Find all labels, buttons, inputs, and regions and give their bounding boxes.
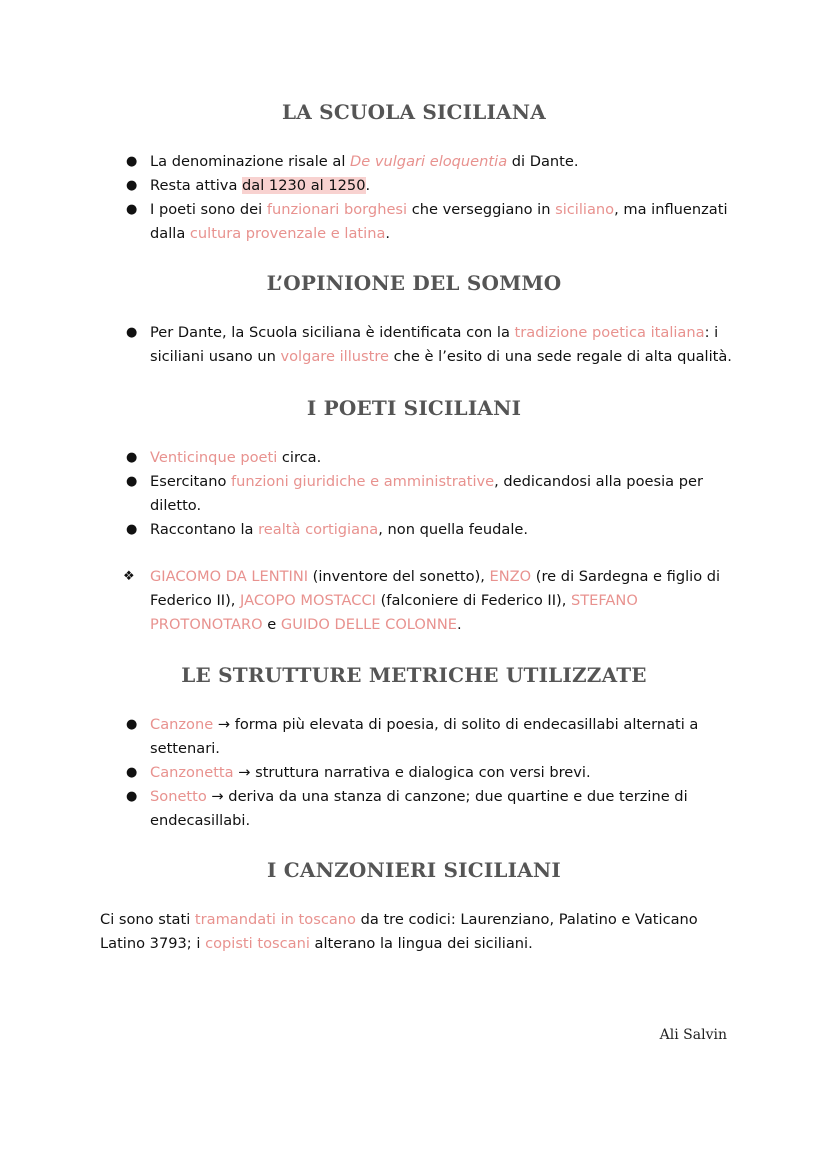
bullet-icon: ● [126, 154, 138, 169]
highlighted-term: Venticinque poeti [150, 449, 278, 466]
highlighted-term: tradizione poetica italiana [514, 324, 705, 341]
list-item: ● Esercitano funzioni giuridiche e amministrative, dedicandosi alla poesia per diletto. [122, 470, 732, 518]
section-title-canzonieri-siciliani: I CANZONIERI SICILIANI [267, 858, 561, 882]
bullet-list-poeti [122, 446, 732, 542]
list-item: ● Per Dante, la Scuola siciliana è identificata con la tradizione poetica italiana: i siciliani usano un volgare illustre che è l’esito di una sede regale di alta qualità. [122, 321, 732, 369]
section-title-scuola-siciliana: LA SCUOLA SICILIANA [282, 100, 546, 124]
bullet-icon: ● [126, 450, 138, 465]
poet-name: GIACOMO DA LENTINI [150, 568, 309, 585]
highlighted-term: copisti toscani [205, 935, 310, 952]
highlighted-term: tramandati in toscano [194, 911, 356, 928]
list-item: ● Raccontano la realtà cortigiana, non quella feudale. [122, 518, 732, 542]
bullet-icon: ● [126, 178, 138, 193]
highlighted-term: siciliano [555, 201, 615, 218]
list-item: ● Resta attiva dal 1230 al 1250. [122, 174, 732, 198]
highlighted-term: funzioni giuridiche e amministrative [231, 473, 495, 490]
highlighted-dates: dal 1230 al 1250 [242, 177, 366, 194]
highlighted-term: volgare illustre [280, 348, 390, 365]
section-title-strutture-metriche: LE STRUTTURE METRICHE UTILIZZATE [181, 663, 647, 687]
list-item: ● Canzone → forma più elevata di poesia, di solito di endecasillabi alternati a settenari. [122, 713, 732, 761]
list-item: ● La denominazione risale al De vulgari eloquentia di Dante. [122, 150, 732, 174]
bullet-list-scuola [122, 150, 732, 246]
list-item: ● Canzonetta → struttura narrativa e dialogica con versi brevi. [122, 761, 732, 785]
bullet-icon: ● [126, 522, 138, 537]
highlighted-term: realtà cortigiana [258, 521, 379, 538]
highlighted-term: funzionari borghesi [266, 201, 408, 218]
poets-names-list [122, 565, 732, 637]
list-item: ❖ GIACOMO DA LENTINI (inventore del sonetto), ENZO (re di Sardegna e figlio di Federico II), JACOPO MOSTACCI (falconiere di Federico II), STEFANO PROTONOTARO e GUIDO DELLE COLONNE. [122, 565, 732, 637]
bullet-icon: ● [126, 325, 138, 340]
bullet-list-strutture [122, 713, 732, 833]
poet-name: STEFANO PROTONOTARO [150, 592, 638, 633]
list-item: ● Sonetto → deriva da una stanza di canzone; due quartine e due terzine di endecasillabi. [122, 785, 732, 833]
bullet-icon: ● [126, 717, 138, 732]
poet-name: ENZO [489, 568, 532, 585]
bullet-icon: ● [126, 474, 138, 489]
list-item: ● Venticinque poeti circa. [122, 446, 732, 470]
diamond-bullet-icon: ❖ [123, 569, 135, 584]
section-title-opinione-sommo: L’OPINIONE DEL SOMMO [266, 271, 562, 295]
bullet-icon: ● [126, 789, 138, 804]
highlighted-term: cultura provenzale e latina [189, 225, 386, 242]
bullet-icon: ● [126, 202, 138, 217]
paragraph-canzonieri: Ci sono stati tramandati in toscano da tre codici: Laurenziano, Palatino e Vaticano Latino 3793; i copisti toscani alterano la lingua dei siciliani. [100, 911, 698, 952]
highlighted-term: De vulgari eloquentia [350, 153, 508, 170]
bullet-list-opinione [122, 321, 732, 369]
highlighted-term: Canzone [150, 716, 214, 733]
author-signature: Ali Salvin [659, 1027, 727, 1043]
poet-name: JACOPO MOSTACCI [240, 592, 376, 609]
highlighted-term: Sonetto [150, 788, 207, 805]
poet-name: GUIDO DELLE COLONNE [280, 616, 457, 633]
highlighted-term: Canzonetta [150, 764, 234, 781]
section-title-poeti-siciliani: I POETI SICILIANI [306, 396, 522, 420]
list-item: ● I poeti sono dei funzionari borghesi che verseggiano in siciliano, ma influenzati dalla cultura provenzale e latina. [122, 198, 732, 246]
bullet-icon: ● [126, 765, 138, 780]
